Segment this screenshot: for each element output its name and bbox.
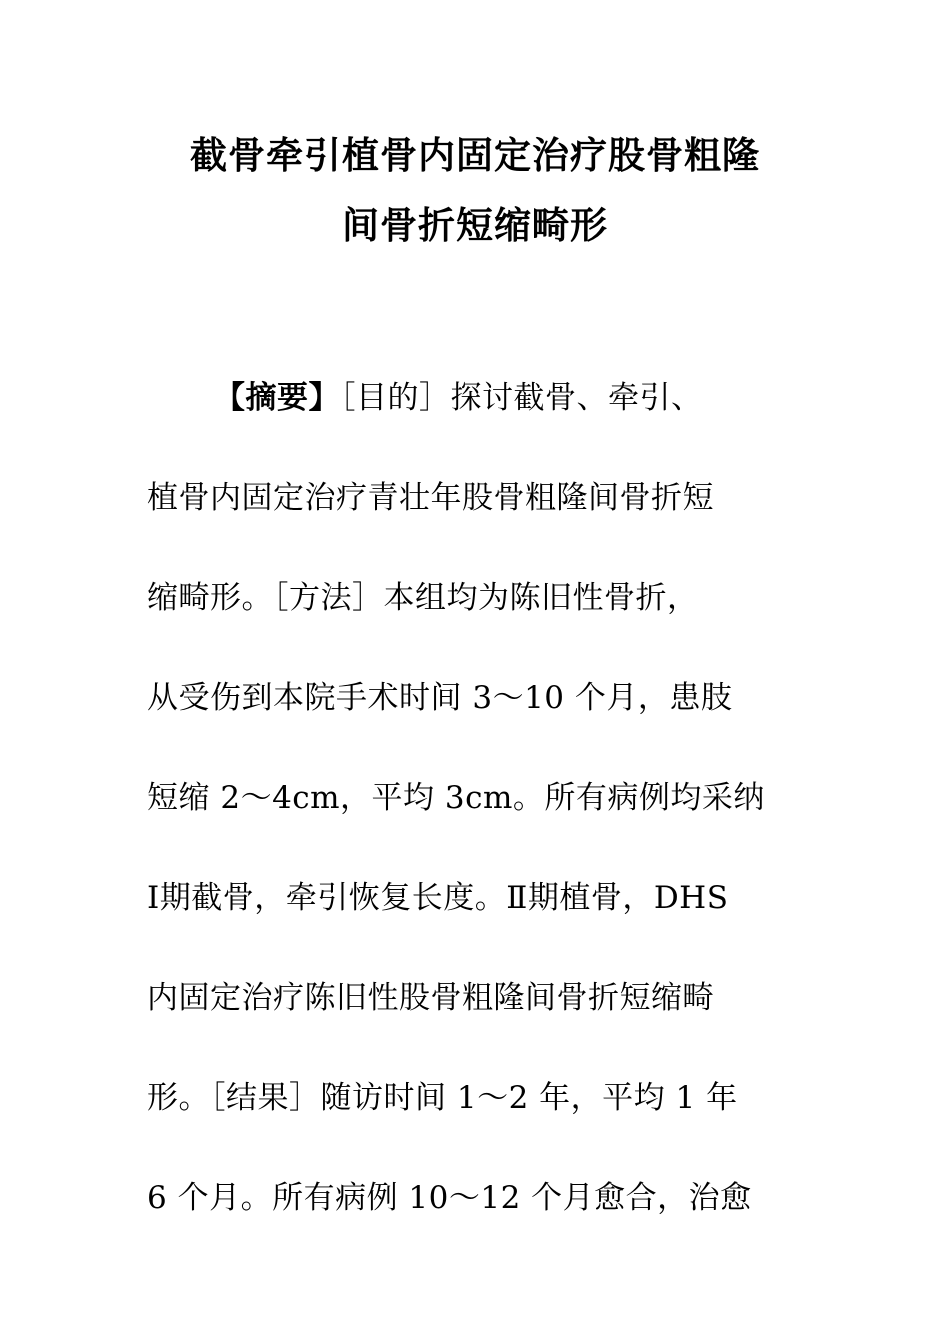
document-title-line-2: 间骨折短缩畸形 xyxy=(342,203,608,247)
body-line-5: 短缩 2～4cm，平均 3cm。所有病例均采纳 xyxy=(147,780,765,816)
body-line-4: 从受伤到本院手术时间 3～10 个月，患肢 xyxy=(147,680,733,716)
body-line-8: 形。［结果］随访时间 1～2 年，平均 1 年 xyxy=(147,1080,738,1116)
body-line-3: 缩畸形。［方法］本组均为陈旧性骨折， xyxy=(147,580,699,616)
body-line-6: Ⅰ期截骨，牵引恢复长度。Ⅱ期植骨，DHS xyxy=(147,880,729,916)
body-line-2: 植骨内固定治疗青壮年股骨粗隆间骨折短 xyxy=(147,480,714,516)
body-line-9: 6 个月。所有病例 10～12 个月愈合，治愈 xyxy=(147,1180,752,1216)
body-line-1: ［目的］探讨截骨、牵引、 xyxy=(340,380,703,416)
body-line-7: 内固定治疗陈旧性股骨粗隆间骨折短缩畸 xyxy=(147,980,714,1016)
abstract-first-line xyxy=(214,378,894,418)
document-title-line-1: 截骨牵引植骨内固定治疗股骨粗隆 xyxy=(190,133,760,177)
abstract-heading: 【摘要】 xyxy=(214,380,340,416)
